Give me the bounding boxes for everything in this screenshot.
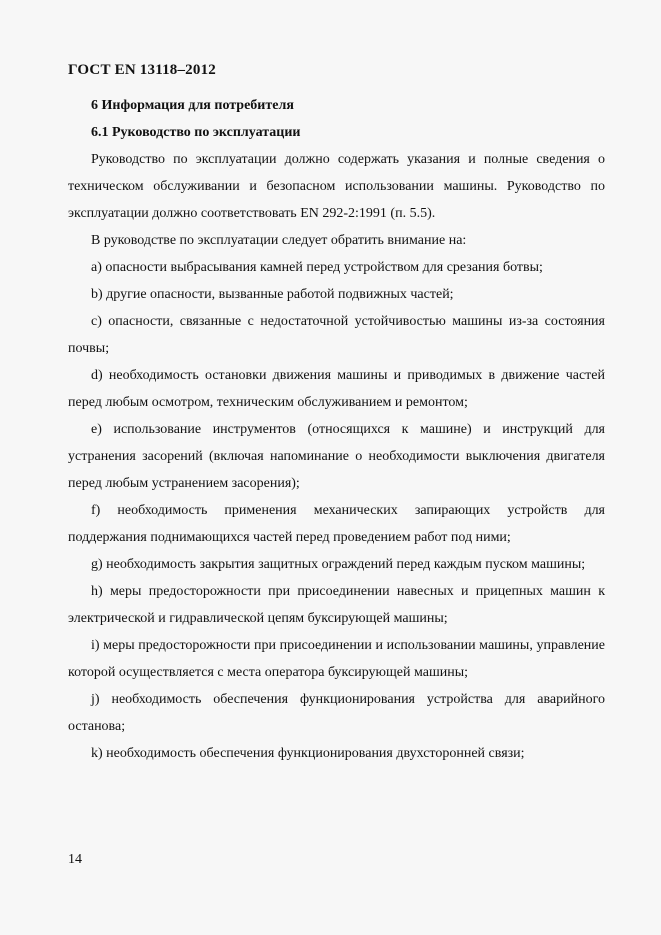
list-item-k: k) необходимость обеспечения функционирования двухсторонней связи; — [91, 746, 525, 761]
list-item-i: i) меры предосторожности при присоединении и использовании машины, управление которой осуществляется с места оператора буксирующей машины; — [68, 638, 605, 680]
list-item-b: b) другие опасности, вызванные работой подвижных частей; — [91, 287, 454, 302]
document-body — [68, 92, 605, 767]
page-number: 14 — [68, 852, 82, 867]
list-item-g: g) необходимость закрытия защитных ограждений перед каждым пуском машины; — [91, 557, 586, 572]
list-item-h: h) меры предосторожности при присоединении навесных и прицепных машин к электрической и гидравлической цепям буксирующей машины; — [68, 584, 605, 626]
list-item-a: a) опасности выбрасывания камней перед устройством для срезания ботвы; — [91, 260, 543, 275]
standard-header: ГОСТ EN 13118–2012 — [68, 62, 216, 78]
list-item-f: f) необходимость применения механических запирающих устройств для поддержания поднимающихся частей перед проведением работ под ними; — [68, 503, 605, 545]
paragraph-list-lead: В руководстве по эксплуатации следует обратить внимание на: — [91, 233, 467, 248]
paragraph-intro: Руководство по эксплуатации должно содержать указания и полные сведения о техническом обслуживании и безопасном использовании машины. Руководство по эксплуатации должно соответствовать EN 292-2:1991 (п. 5.5). — [68, 152, 605, 221]
list-item-c: c) опасности, связанные с недостаточной устойчивостью машины из-за состояния почвы; — [68, 314, 605, 356]
subsection-heading: 6.1 Руководство по эксплуатации — [91, 125, 301, 140]
list-item-d: d) необходимость остановки движения машины и приводимых в движение частей перед любым осмотром, техническим обслуживанием и ремонтом; — [68, 368, 605, 410]
list-item-e: e) использование инструментов (относящихся к машине) и инструкций для устранения засорений (включая напоминание о необходимости выключения двигателя перед любым устранением засорения); — [68, 422, 605, 491]
list-item-j: j) необходимость обеспечения функционирования устройства для аварийного останова; — [68, 692, 605, 734]
section-heading: 6 Информация для потребителя — [91, 98, 294, 113]
